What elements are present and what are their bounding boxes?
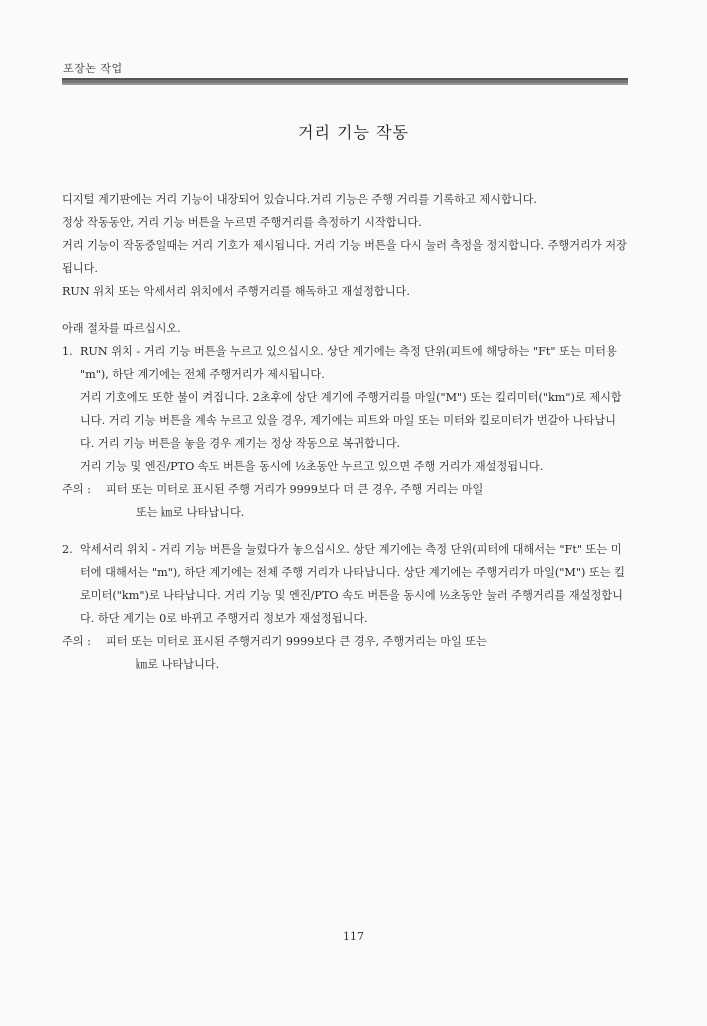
step-2-note-label: 주의 : <box>62 635 91 648</box>
step-1-note-line-2: 또는 ㎞로 나타납니다. <box>136 506 245 519</box>
procedure-intro: 아래 절차를 따르십시오. <box>62 322 181 335</box>
step-2-note-line-2: ㎞로 나타납니다. <box>136 658 220 671</box>
page-number: 117 <box>343 930 364 943</box>
step-2-note-line-1: 피터 또는 미터로 표시된 주행거리기 9999보다 큰 경우, 주행거리는 마일 또는 <box>106 635 487 648</box>
section-header-label: 포장논 작업 <box>63 62 123 75</box>
step-1-note <box>62 478 628 524</box>
intro-paragraph-4: RUN 위치 또는 악세서리 위치에서 주행거리를 해독하고 재설정합니다. <box>62 285 410 298</box>
step-2-number: 2. <box>62 543 73 556</box>
step-1-note-line-1: 피터 또는 미터로 표시된 주행 거리가 9999보다 더 큰 경우, 주행 거리는 마일 <box>106 483 484 496</box>
step-2-paragraph-1: 악세서리 위치 - 거리 기능 버튼을 눌렀다가 놓으십시오. 상단 계기에는 측정 단위(피터에 대해서는 "Ft" 또는 미터에 대해서는 "m"), 하단 계기에는 전체 주행 거리가 나타납니다. 상단 계기에는 주행거리가 마일("M") 또는 킬로미터("km")로 나타납니다. 거리 기능 및 엔진/PTO 속도 버튼을 동시에 ½초동안 눌러 주행거리를 재설정합니다. 하단 계기는 0로 바뀌고 주행거리 정보가 재설정됩니다. <box>80 543 625 625</box>
intro-paragraph-1: 디지털 계기판에는 거리 기능이 내장되어 있습니다.거리 기능은 주행 거리를 기록하고 제시합니다. <box>62 193 537 206</box>
page-title: 거리 기능 작동 <box>298 123 409 142</box>
intro-paragraph-3: 거리 기능이 작동중일때는 거리 기호가 제시됩니다. 거리 기능 버튼을 다시 눌러 측정을 정지합니다. 주행거리가 저장됩니다. <box>62 239 627 275</box>
step-1-paragraph-3: 거리 기능 및 엔진/PTO 속도 버튼을 동시에 ½초동안 누르고 있으면 주행 거리가 재설정됩니다. <box>80 460 544 473</box>
step-1-paragraph-1: RUN 위치 - 거리 기능 버튼을 누르고 있으십시오. 상단 계기에는 측정 단위(피트에 해당하는 "Ft" 또는 미터용 "m"), 하단 계기에는 전체 주행거리가 제시됩니다. <box>80 345 617 381</box>
step-2 <box>62 538 628 630</box>
step-1-number: 1. <box>62 345 73 358</box>
intro-paragraph-2: 정상 작동동안, 거리 기능 버튼을 누르면 주행거리를 측정하기 시작합니다. <box>62 216 422 229</box>
step-1 <box>62 340 628 478</box>
body-text <box>62 188 628 676</box>
header-rule <box>62 78 628 85</box>
step-2-note <box>62 630 628 676</box>
step-1-note-label: 주의 : <box>62 483 91 496</box>
step-1-paragraph-2: 거리 기호에도 또한 불이 켜집니다. 2초후에 상단 계기에 주행거리를 마일("M") 또는 킬리미터("km")로 제시합니다. 거리 기능 버튼을 계속 누르고 있을 경우, 계기에는 피트와 마일 또는 미터와 킬로미터가 번갈아 나타납니다. 거리 기능 버튼을 놓을 경우 계기는 정상 작동으로 복귀합니다. <box>80 391 622 450</box>
